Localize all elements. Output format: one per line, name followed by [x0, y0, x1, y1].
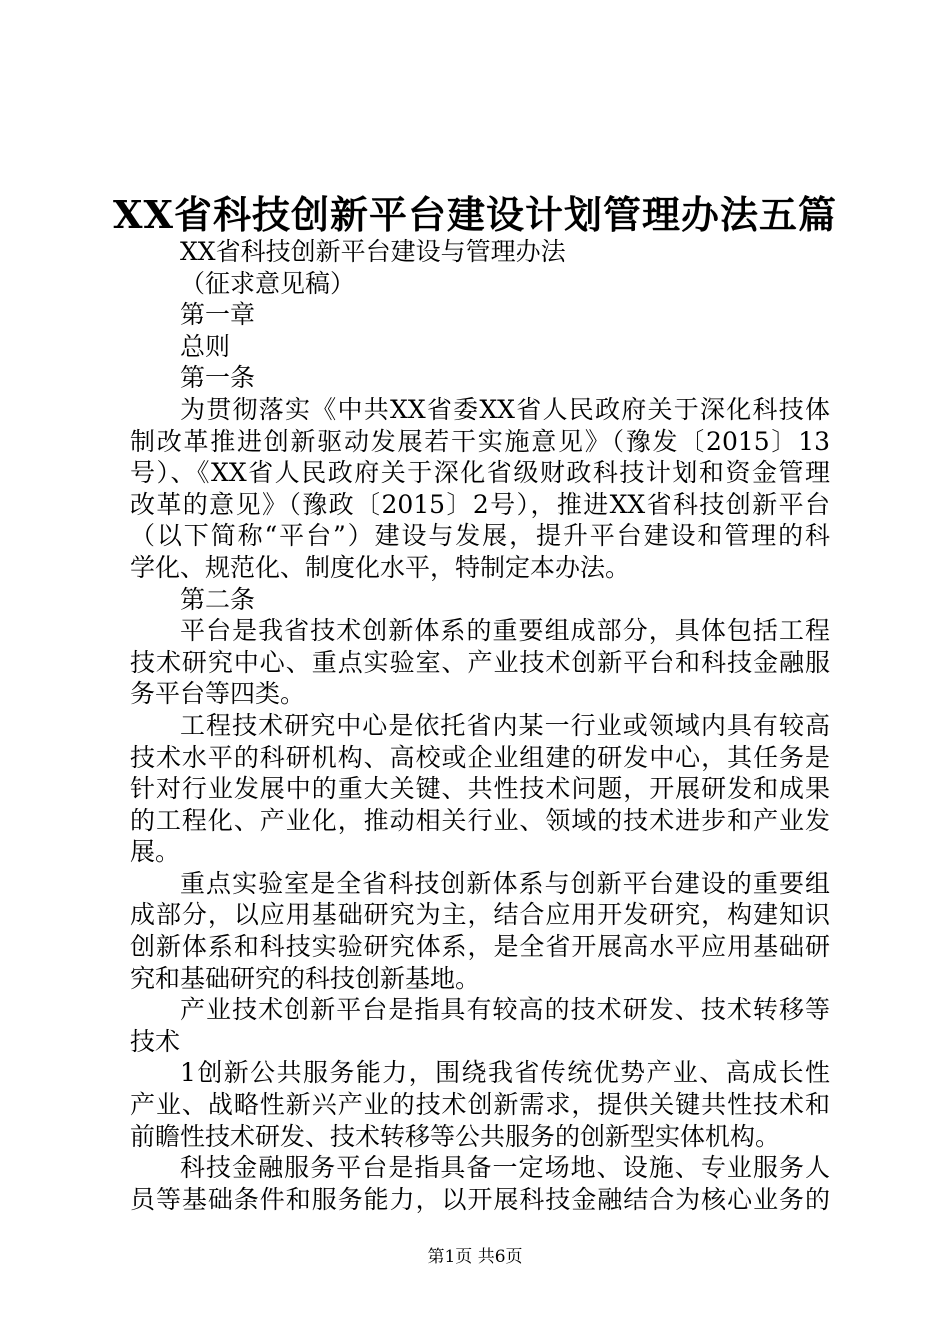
document-line: 1创新公共服务能力，围绕我省传统优势产业、高成长性: [180, 1058, 830, 1088]
document-line: 成部分，以应用基础研究为主，结合应用开发研究，构建知识: [130, 900, 830, 930]
document-line: 科技金融服务平台是指具备一定场地、设施、专业服务人: [180, 1153, 830, 1183]
document-line: 技术研究中心、重点实验室、产业技术创新平台和科技金融服: [130, 647, 830, 677]
document-line: 工程技术研究中心是依托省内某一行业或领域内具有较高: [180, 710, 830, 740]
page-footer: 第1页 共6页: [427, 1247, 523, 1267]
document-body: [130, 236, 830, 1215]
document-line: 第二条: [180, 584, 256, 614]
document-line: 究和基础研究的科技创新基地。: [130, 963, 481, 993]
document-line: 员等基础条件和服务能力，以开展科技金融结合为核心业务的: [130, 1184, 830, 1214]
document-line: 产业、战略性新兴产业的技术创新需求，提供关键共性技术和: [130, 1090, 830, 1120]
document-line: 前瞻性技术研发、技术转移等公共服务的创新型实体机构。: [130, 1121, 781, 1151]
document-line: 为贯彻落实《中共XX省委XX省人民政府关于深化科技体: [180, 394, 830, 424]
document-line: （以下简称“平台”）建设与发展，提升平台建设和管理的科: [130, 521, 830, 551]
document-line: 改革的意见》（豫政〔2015〕2号），推进XX省科技创新平台: [130, 489, 830, 519]
document-line: 制改革推进创新驱动发展若干实施意见》（豫发〔2015〕13: [130, 426, 830, 456]
document-line: 总则: [180, 331, 231, 361]
document-line: 重点实验室是全省科技创新体系与创新平台建设的重要组: [180, 868, 830, 898]
document-line: 产业技术创新平台是指具有较高的技术研发、技术转移等: [180, 995, 830, 1025]
document-line: 务平台等四类。: [130, 679, 306, 709]
document-line: 技术水平的科研机构、高校或企业组建的研发中心，其任务是: [130, 742, 830, 772]
document-line: 展。: [130, 837, 181, 867]
document-line: XX省科技创新平台建设与管理办法: [180, 237, 566, 266]
document-line: （征求意见稿）: [180, 268, 356, 298]
document-title: XX省科技创新平台建设计划管理办法五篇: [113, 192, 837, 237]
document-line: 针对行业发展中的重大关键、共性技术问题，开展研发和成果: [130, 774, 830, 804]
document-line: 创新体系和科技实验研究体系，是全省开展高水平应用基础研: [130, 932, 830, 962]
document-line: 的工程化、产业化，推动相关行业、领域的技术进步和产业发: [130, 805, 830, 835]
document-line: 平台是我省技术创新体系的重要组成部分，具体包括工程: [180, 616, 830, 646]
document-line: 学化、规范化、制度化水平，特制定本办法。: [130, 552, 631, 582]
document-line: 第一章: [180, 300, 256, 330]
document-line: 号）、《XX省人民政府关于深化省级财政科技计划和资金管理: [130, 458, 830, 488]
document-line: 第一条: [180, 363, 256, 393]
document-line: 技术: [130, 1026, 181, 1056]
